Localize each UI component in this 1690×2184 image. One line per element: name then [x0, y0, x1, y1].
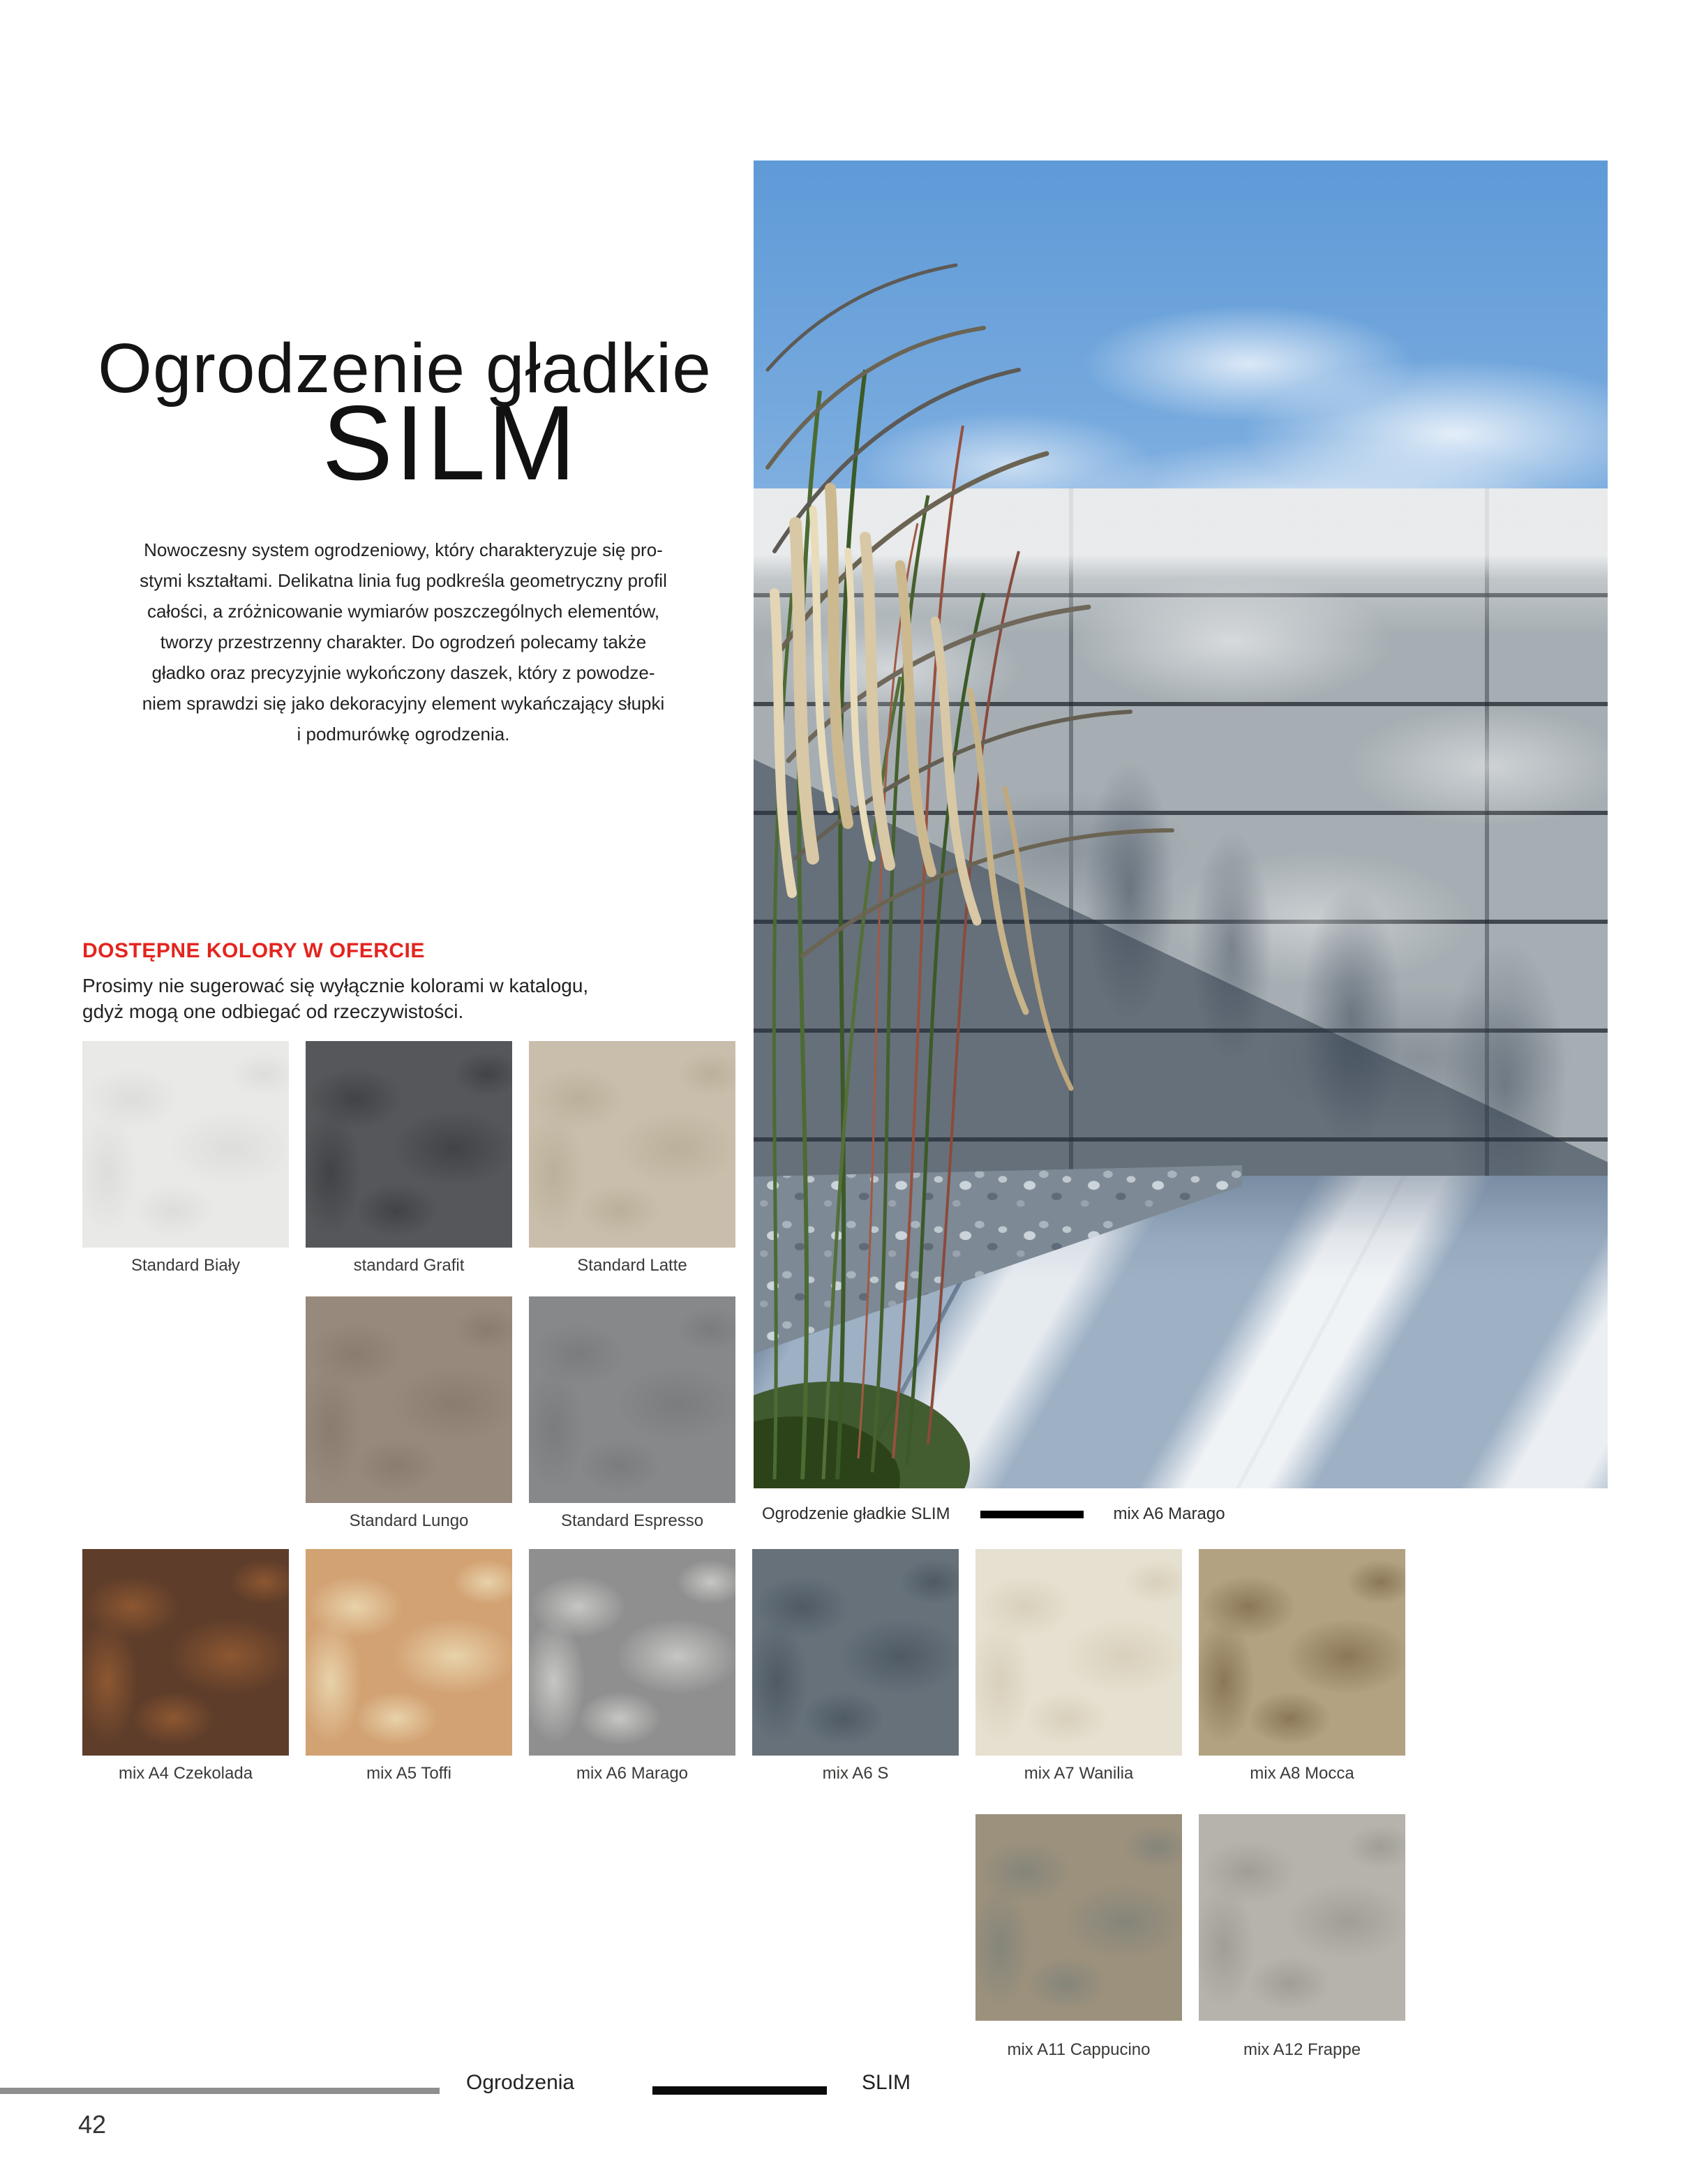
- description-line: niem sprawdzi się jako dekoracyjny element wykańczający słupki: [142, 693, 665, 714]
- swatch-label: mix A6 S: [822, 1764, 889, 1783]
- swatch-label: mix A4 Czekolada: [118, 1764, 253, 1783]
- swatch-chip: [1199, 1549, 1405, 1756]
- color-swatch-standard-bialy: [82, 1041, 289, 1276]
- swatch-chip: [82, 1549, 289, 1756]
- description-line: całości, a zróżnicowanie wymiarów poszczególnych elementów,: [147, 601, 660, 622]
- description-line: Nowoczesny system ogrodzeniowy, który charakteryzuje się pro-: [144, 539, 663, 560]
- color-swatch-mix-a6-s: [752, 1549, 959, 1783]
- description-line: gładko oraz precyzyjnie wykończony daszek, który z powodze-: [151, 662, 655, 683]
- footer-product-label: SLIM: [862, 2071, 911, 2094]
- footer-divider: [652, 2086, 827, 2095]
- caption-divider: [980, 1511, 1084, 1518]
- color-swatch-mix-a4-czekolada: [82, 1549, 289, 1783]
- description-line: stymi kształtami. Delikatna linia fug podkreśla geometryczny profil: [140, 570, 667, 591]
- ornamental-grass: [754, 160, 1608, 1488]
- swatch-chip: [529, 1549, 735, 1756]
- swatch-label: Standard Biały: [130, 1256, 241, 1275]
- photo-caption: [762, 1504, 1225, 1524]
- color-swatch-mix-a5-toffi: [306, 1549, 512, 1783]
- photo-caption-color: mix A6 Marago: [1113, 1504, 1225, 1523]
- photo-caption-product: Ogrodzenie gładkie SLIM: [762, 1504, 950, 1523]
- swatch-label: Standard Latte: [577, 1256, 687, 1275]
- footer-rule: [0, 2088, 440, 2094]
- color-swatch-mix-a7-wanilia: [975, 1549, 1182, 1783]
- color-swatch-mix-a8-mocca: [1199, 1549, 1405, 1783]
- swatch-label: Standard Espresso: [560, 1511, 704, 1530]
- colors-disclaimer-line: Prosimy nie sugerować się wyłącznie kolorami w katalogu,: [82, 975, 589, 996]
- swatch-chip: [752, 1549, 959, 1756]
- swatch-label: Standard Lungo: [349, 1511, 469, 1530]
- swatch-chip: [1199, 1814, 1405, 2021]
- product-name: SILM: [322, 384, 578, 502]
- page-number: 42: [78, 2110, 107, 2139]
- swatch-chip: [306, 1549, 512, 1756]
- footer-section-label: Ogrodzenia: [466, 2071, 575, 2094]
- swatch-chip: [306, 1041, 512, 1248]
- swatch-label: mix A6 Marago: [576, 1764, 689, 1783]
- color-swatch-standard-espresso: [529, 1296, 735, 1531]
- swatch-chip: [975, 1549, 1182, 1756]
- color-swatch-standard-latte: [529, 1041, 735, 1276]
- product-photo: [754, 160, 1608, 1488]
- color-swatch-standard-lungo: [306, 1296, 512, 1531]
- color-swatch-mix-a12-frappe: [1199, 1814, 1405, 2060]
- available-colors-heading: DOSTĘPNE KOLORY W OFERCIE: [82, 939, 425, 962]
- swatch-chip: [975, 1814, 1182, 2021]
- swatch-label: mix A11 Cappucino: [1007, 2040, 1151, 2059]
- swatch-label: mix A12 Frappe: [1243, 2040, 1361, 2059]
- page-title: Ogrodzenie gładkie: [98, 329, 712, 407]
- swatch-label: mix A5 Toffi: [366, 1764, 451, 1783]
- swatch-chip: [82, 1041, 289, 1248]
- colors-disclaimer-line: gdyż mogą one odbiegać od rzeczywistości.: [82, 1001, 464, 1022]
- swatch-label: mix A8 Mocca: [1250, 1764, 1354, 1783]
- color-swatch-mix-a11-cappucino: [975, 1814, 1182, 2060]
- color-swatch-mix-a6-marago: [529, 1549, 735, 1783]
- swatch-chip: [529, 1041, 735, 1248]
- swatch-chip: [529, 1296, 735, 1503]
- colors-disclaimer: [82, 973, 588, 1024]
- description-line: i podmurówkę ogrodzenia.: [297, 724, 510, 745]
- description-line: tworzy przestrzenny charakter. Do ogrodzeń polecamy także: [160, 631, 647, 652]
- color-swatch-standard-grafit: [306, 1041, 512, 1276]
- swatch-chip: [306, 1296, 512, 1503]
- product-description: [82, 534, 724, 749]
- swatch-label: standard Grafit: [353, 1256, 465, 1275]
- swatch-label: mix A7 Wanilia: [1024, 1764, 1134, 1783]
